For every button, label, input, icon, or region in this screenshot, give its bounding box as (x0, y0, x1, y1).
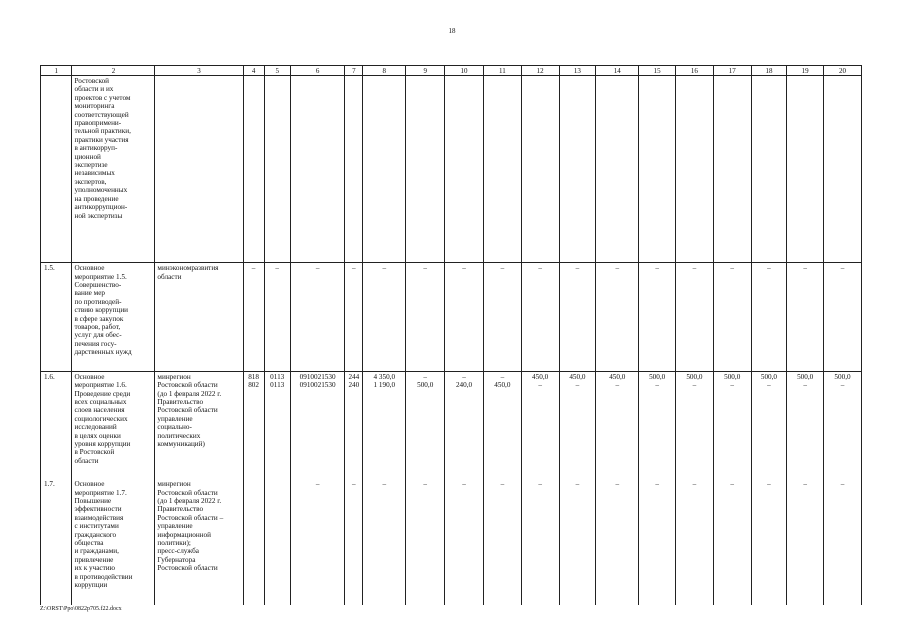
table-cell: – 450,0 (483, 371, 521, 479)
header-cell: 1 (41, 66, 72, 76)
table-cell (243, 479, 264, 605)
row-number: 1.5. (41, 263, 72, 371)
table-cell: – (676, 479, 714, 605)
table-cell: – (345, 263, 363, 371)
header-cell: 5 (264, 66, 290, 76)
table-cell: 0910021530 0910021530 (290, 371, 345, 479)
table-cell (363, 76, 406, 263)
table-cell: – (824, 479, 862, 605)
header-cell: 19 (787, 66, 824, 76)
table-cell (445, 76, 484, 263)
table-cell: – (243, 263, 264, 371)
table-cell (824, 76, 862, 263)
table-cell (264, 76, 290, 263)
table-cell: – (639, 479, 676, 605)
table-cell: 450,0 – (559, 371, 596, 479)
table-cell: – (713, 263, 751, 371)
table-cell: – (483, 263, 521, 371)
table-cell (787, 76, 824, 263)
table-cell (290, 76, 345, 263)
header-cell: 2 (72, 66, 155, 76)
table-cell: – (406, 479, 445, 605)
table-cell: 500,0 – (751, 371, 787, 479)
header-cell: 3 (155, 66, 243, 76)
header-row (41, 66, 862, 76)
table-cell (676, 76, 714, 263)
table-cell (751, 76, 787, 263)
header-cell: 17 (713, 66, 751, 76)
table-cell: – (559, 263, 596, 371)
table-cell: 500,0 – (676, 371, 714, 479)
header-cell: 8 (363, 66, 406, 76)
table-cell: – (713, 479, 751, 605)
program-table (40, 65, 862, 605)
table-cell: 500,0 – (713, 371, 751, 479)
table-cell: – (639, 263, 676, 371)
header-cell: 6 (290, 66, 345, 76)
table-cell: – (559, 479, 596, 605)
row-number: 1.7. (41, 479, 72, 605)
row-number: 1.6. (41, 371, 72, 479)
table-cell: 500,0 – (824, 371, 862, 479)
table-cell: – (787, 479, 824, 605)
header-cell: 18 (751, 66, 787, 76)
table-cell: – (521, 263, 559, 371)
table-cell: – (345, 479, 363, 605)
header-cell: 12 (521, 66, 559, 76)
table-cell: – (521, 479, 559, 605)
table-cell: 4 350,0 1 190,0 (363, 371, 406, 479)
table-cell: 450,0 – (521, 371, 559, 479)
table-cell: – (751, 479, 787, 605)
table-cell: – (363, 479, 406, 605)
responsible-executor: минрегион Ростовской области (до 1 февраля 2022 г. Правительство Ростовской области – управление информационной политики); пресс-служба Губернатора Ростовской области (155, 479, 243, 605)
table-cell: 0113 0113 (264, 371, 290, 479)
table-cell: – (483, 479, 521, 605)
table-cell: – 500,0 (406, 371, 445, 479)
header-cell: 13 (559, 66, 596, 76)
table-cell (713, 76, 751, 263)
header-cell: 10 (445, 66, 484, 76)
header-cell: 15 (639, 66, 676, 76)
table-cell: – (406, 263, 445, 371)
table-cell (596, 76, 639, 263)
table-cell (521, 76, 559, 263)
table-cell: – (751, 263, 787, 371)
table-cell (406, 76, 445, 263)
table-cell: – (596, 479, 639, 605)
table-cell (483, 76, 521, 263)
table-cell (243, 76, 264, 263)
table-row (41, 263, 862, 371)
table-cell: – (824, 263, 862, 371)
responsible-executor: минэкономразвития области (155, 263, 243, 371)
header-cell: 16 (676, 66, 714, 76)
table-cell: – (290, 263, 345, 371)
responsible-executor: минрегион Ростовской области (до 1 февраля 2022 г. Правительство Ростовской области управление социально- политических коммуникаций) (155, 371, 243, 479)
table-cell: 500,0 – (787, 371, 824, 479)
table-cell: 818 802 (243, 371, 264, 479)
table-cell: – (363, 263, 406, 371)
activity-name: Основное мероприятие 1.7. Повышение эффективности взаимодействия с институтами гражданского общества и гражданами, привлечение их к участию в противодействии коррупции (72, 479, 155, 605)
responsible-executor (155, 76, 243, 263)
activity-name: Основное мероприятие 1.6. Проведение среди всех социальных слоев населения социологических исследований в целях оценки уровня коррупции в Ростовской области (72, 371, 155, 479)
table-cell (345, 76, 363, 263)
table-cell: 500,0 – (639, 371, 676, 479)
table-cell: 244 240 (345, 371, 363, 479)
header-cell: 14 (596, 66, 639, 76)
table-cell: – (787, 263, 824, 371)
table-cell: – (445, 263, 484, 371)
table-cell: – (290, 479, 345, 605)
header-cell: 9 (406, 66, 445, 76)
table-cell (639, 76, 676, 263)
table-cell: – (445, 479, 484, 605)
table-row (41, 479, 862, 605)
row-number (41, 76, 72, 263)
table-cell: – (264, 263, 290, 371)
table-row (41, 371, 862, 479)
table-cell: – (676, 263, 714, 371)
table-cell (559, 76, 596, 263)
file-path: Z:\ORST\Ppo\0822p705.f22.docx (40, 606, 122, 612)
activity-name: Ростовской области и их проектов с учетом мониторинга соответствующей правопримени- тельной практики, практики участия в антикорруп- ционной экспертизе независимых экспертов, уполномоченных на проведение антикоррупцион- ной экспертизы (72, 76, 155, 263)
table-cell: 450,0 – (596, 371, 639, 479)
activity-name: Основное мероприятие 1.5. Совершенство- вание мер по противодей- ствию коррупции в сфере закупок товаров, работ, услуг для обес- печения госу- дарственных нужд (72, 263, 155, 371)
table-cell: – (596, 263, 639, 371)
header-cell: 4 (243, 66, 264, 76)
header-cell: 7 (345, 66, 363, 76)
table-cell (264, 479, 290, 605)
page-number: 18 (448, 27, 456, 35)
header-cell: 20 (824, 66, 862, 76)
table-row (41, 76, 862, 263)
header-cell: 11 (483, 66, 521, 76)
table-cell: – 240,0 (445, 371, 484, 479)
